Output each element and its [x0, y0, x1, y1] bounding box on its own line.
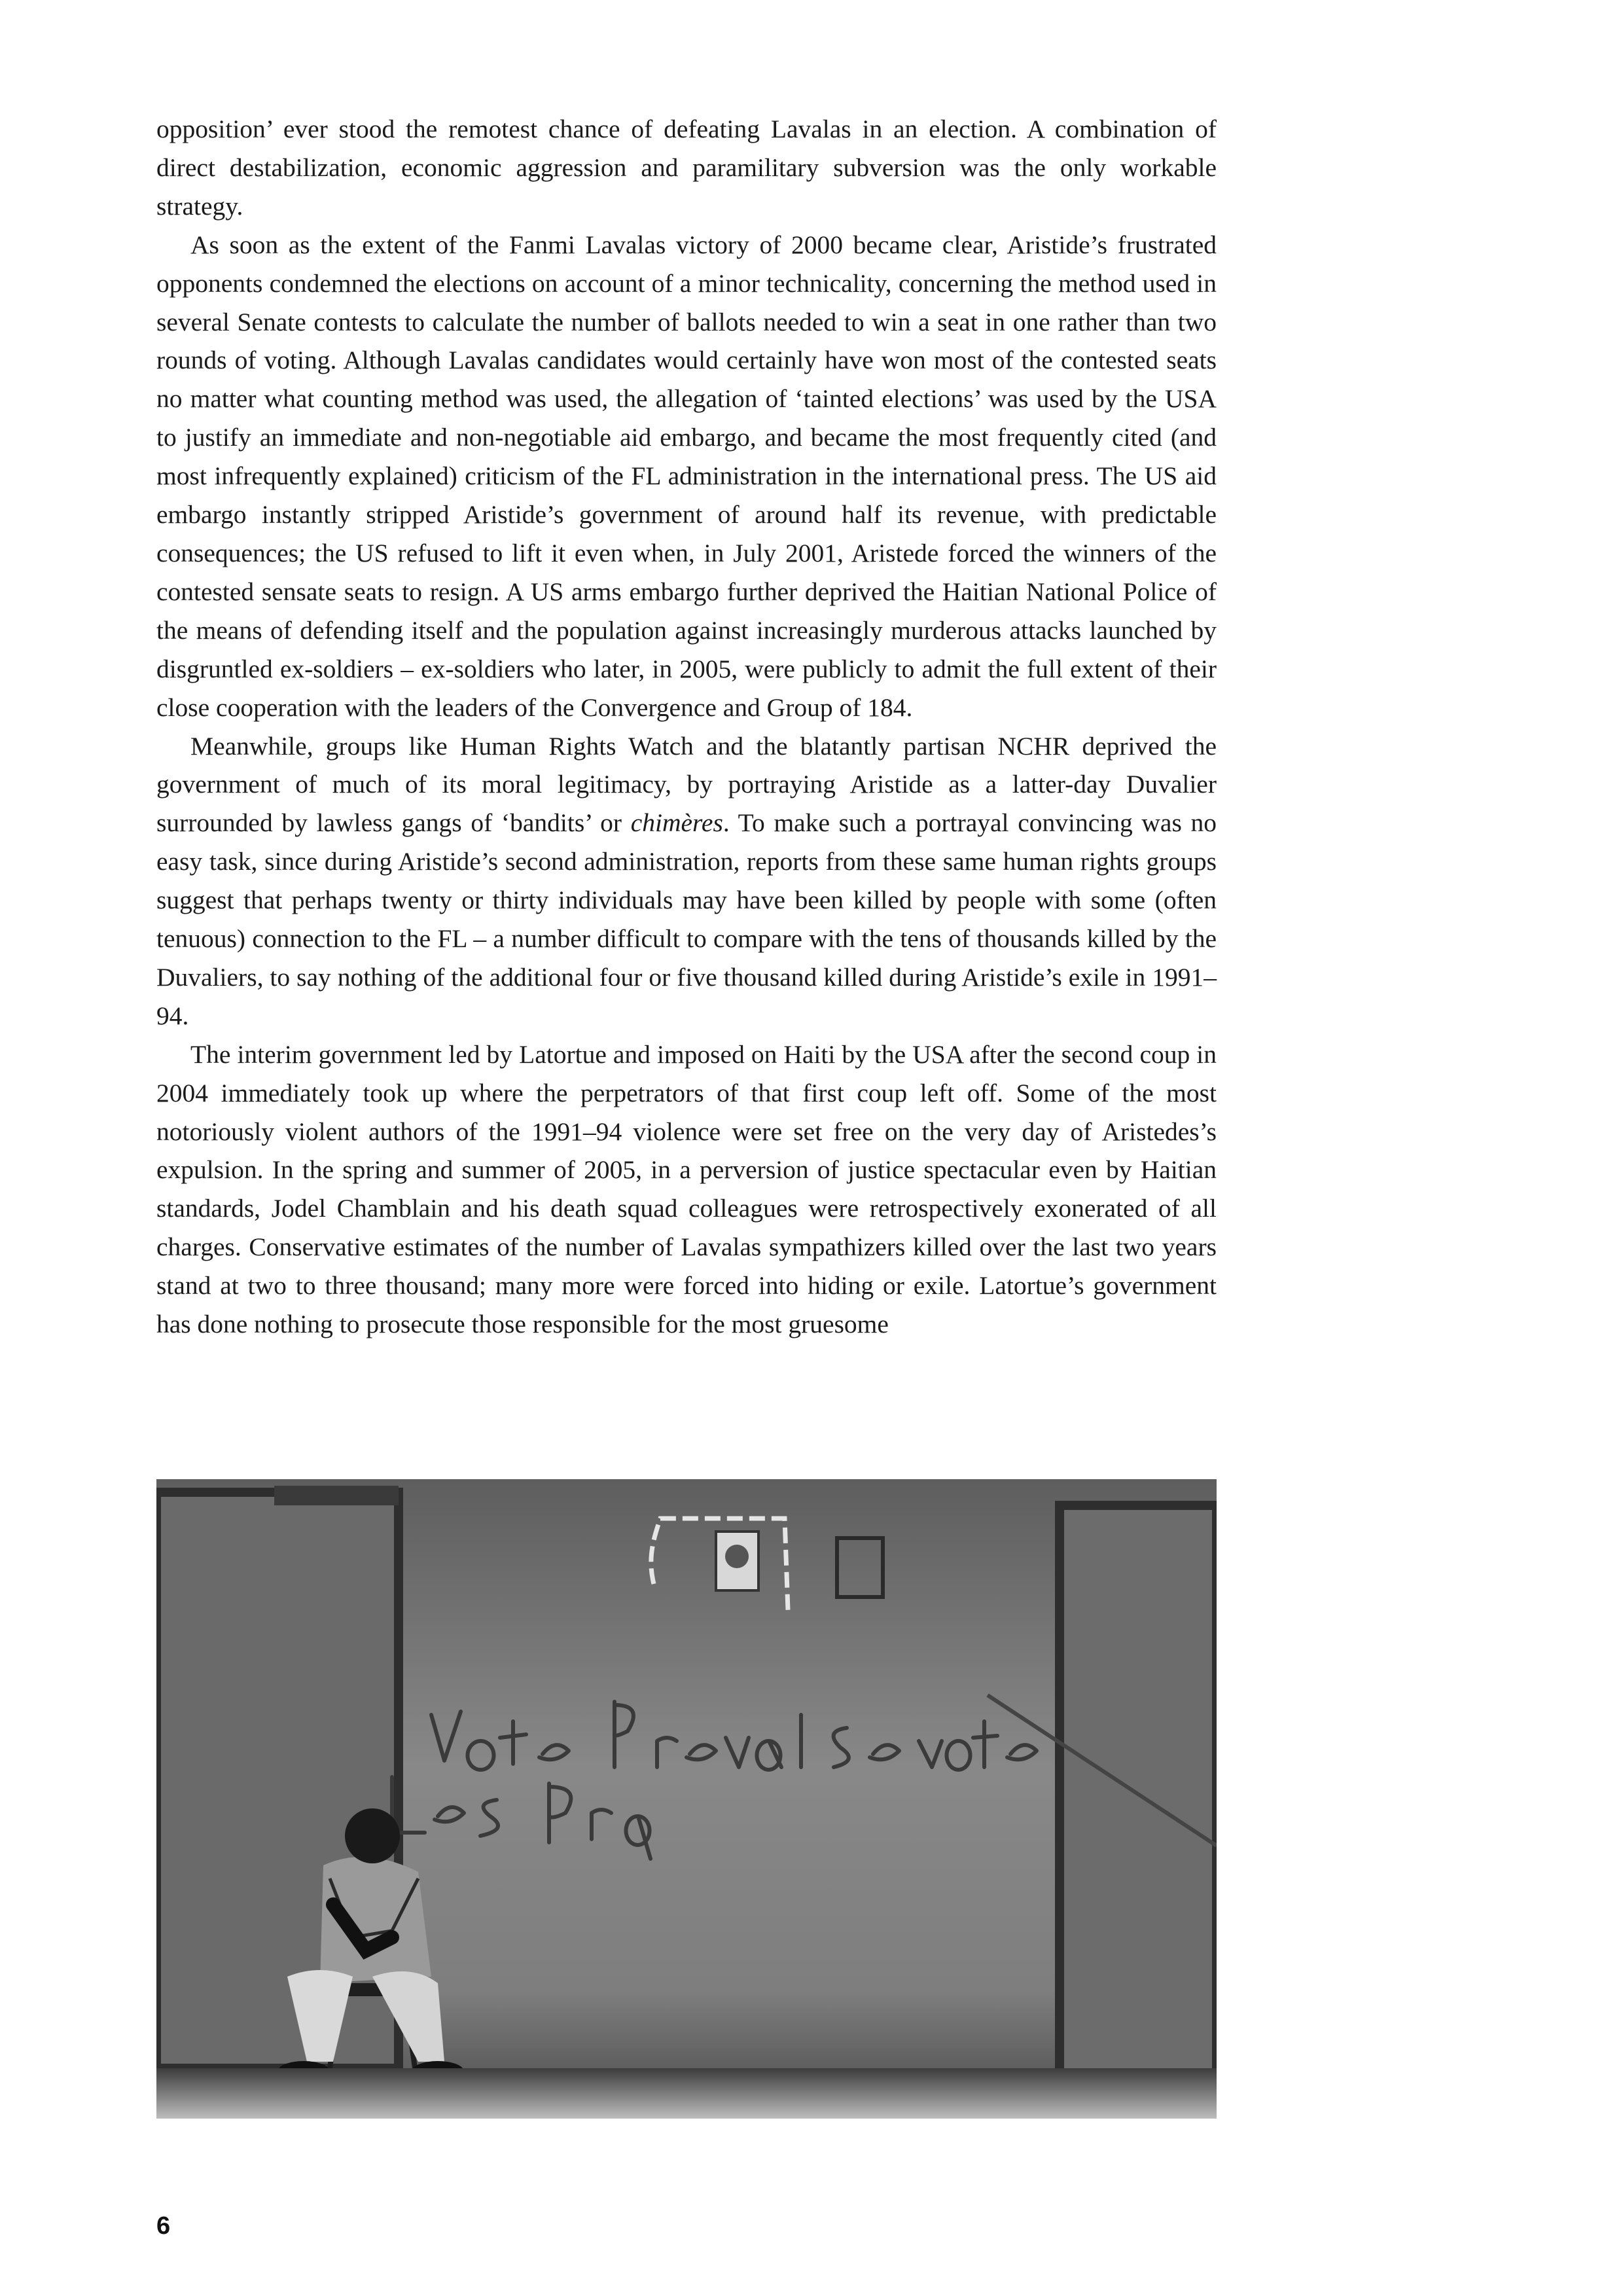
paragraph-3: [156, 727, 1217, 1035]
paragraph-1: opposition’ ever stood the remotest chance of defeating Lavalas in an election. A combination of direct destabilization, economic aggression and paramilitary subversion was the only workable strategy.: [156, 115, 1217, 221]
paragraph-3-italic: chimères: [630, 808, 723, 838]
paragraph-3-text-b: . To make such a portrayal convincing was no easy task, since during Aristide’s second administration, reports from these same human rights groups suggest that perhaps twenty or thirty individuals may have been killed by people with some (often tenuous) connection to the FL – a number difficult to compare with the tens of thousands killed by the Duvaliers, to say nothing of the additional four or five thousand killed during Aristide’s exile in 1991–94.: [156, 808, 1217, 1030]
photo-illustration: [156, 1479, 1217, 2119]
paragraph-3-text-a: Meanwhile, groups like Human Rights Watch and the blatantly partisan NCHR deprived the government of much of its moral legitimacy, by portraying Aristide as a latter-day Duvalier surrounded by lawless gangs of ‘bandits’ or: [156, 731, 1217, 838]
photo-man-sitting-by-graffiti-wall: [156, 1479, 1217, 2119]
paragraph-4: The interim government led by Latortue and imposed on Haiti by the USA after the second coup in 2004 immediately took up where the perpetrators of that first coup left off. Some of the most notoriously violent authors of the 1991–94 violence were set free on the very day of Aristedes’s expulsion. In the spring and summer of 2005, in a perversion of justice spectacular even by Haitian standards, Jodel Chamblain and his death squad colleagues were retrospectively exonerated of all charges. Conservative estimates of the number of Lavalas sympathizers killed over the last two years stand at two to three thousand; many more were forced into hiding or exile. Latortue’s government has done nothing to prosecute those responsible for the most gruesome: [156, 1039, 1217, 1339]
paragraph-2: As soon as the extent of the Fanmi Lavalas victory of 2000 became clear, Aristide’s frustrated opponents condemned the elections on account of a minor technicality, concerning the method used in several Senate contests to calculate the number of ballots needed to win a seat in one rather than two rounds of voting. Although Lavalas candidates would certainly have won most of the contested seats no matter what counting method was used, the allegation of ‘tainted elections’ was used by the USA to justify an immediate and non-negotiable aid embargo, and became the most frequently cited (and most infrequently explained) criticism of the FL administration in the international press. The US aid embargo instantly stripped Aristide’s government of around half its revenue, with predictable consequences; the US refused to lift it even when, in July 2001, Aristede forced the winners of the contested sensate seats to resign. A US arms embargo further deprived the Haitian National Police of the means of defending itself and the population against increasingly murderous attacks launched by disgruntled ex-soldiers – ex-soldiers who later, in 2005, were publicly to admit the full extent of their close cooperation with the leaders of the Convergence and Group of 184.: [156, 230, 1217, 722]
page-number: 6: [156, 2212, 171, 2240]
body-text: [156, 110, 1217, 1344]
